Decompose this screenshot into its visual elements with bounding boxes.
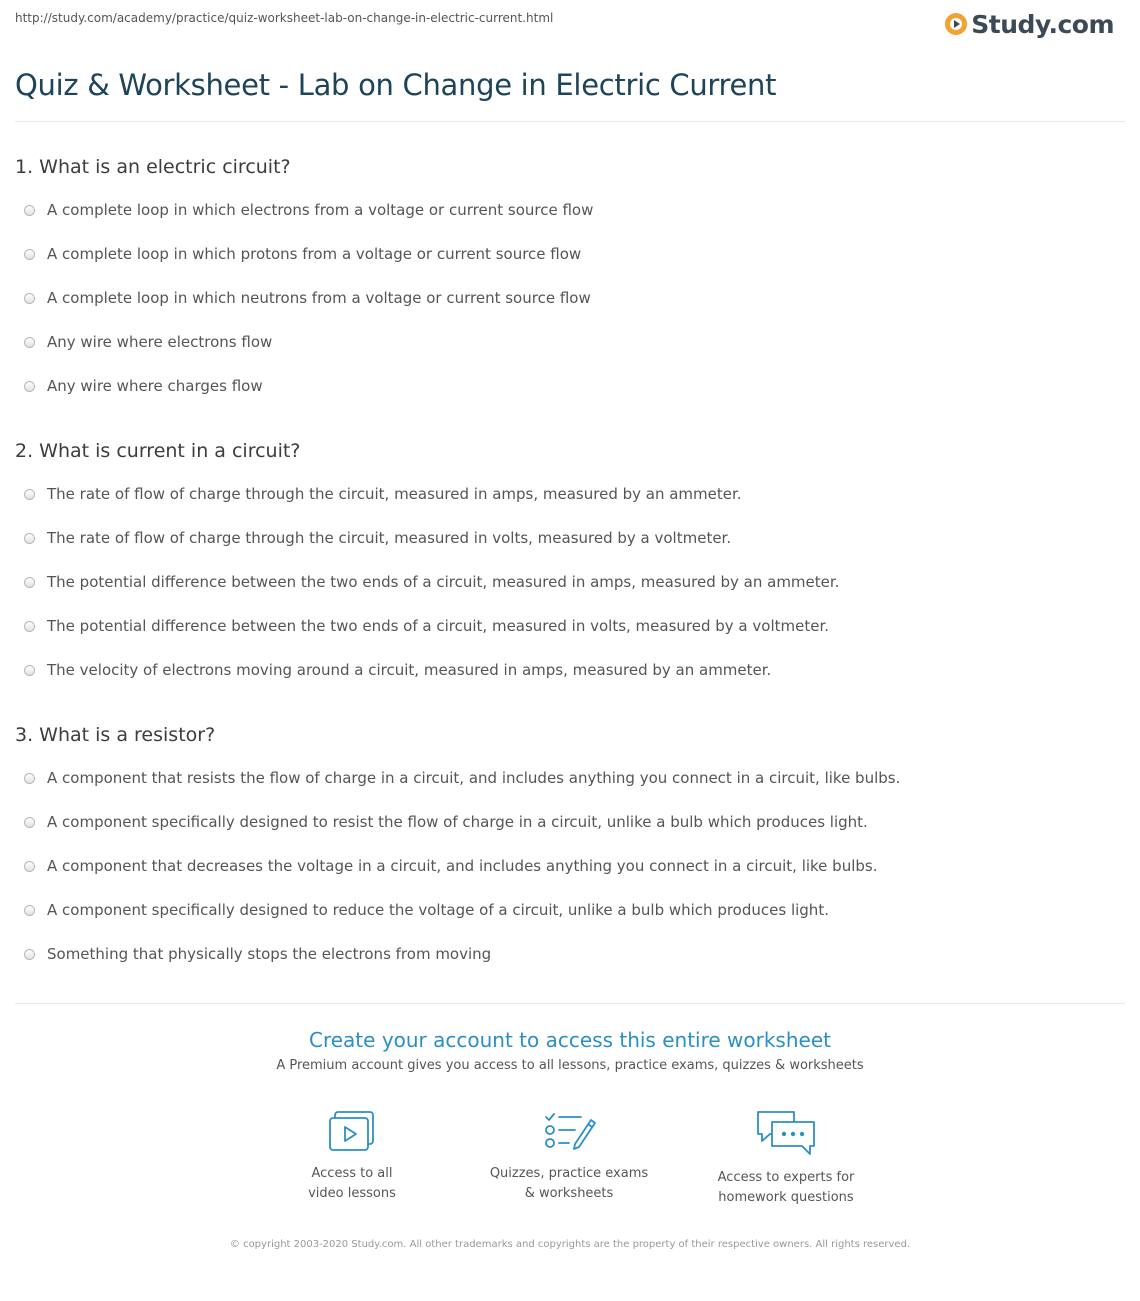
title-divider — [15, 121, 1125, 122]
study-logo[interactable] — [945, 6, 1114, 42]
feature-label: Quizzes, practice exams & worksheets — [489, 1166, 649, 1201]
feature-label: Access to experts for homework questions — [717, 1170, 855, 1205]
radio-button[interactable] — [24, 337, 35, 348]
answer-option[interactable] — [15, 560, 1125, 604]
feature-experts — [686, 1108, 886, 1208]
radio-button[interactable] — [24, 665, 35, 676]
create-account-link[interactable]: Create your account to access this entire worksheet — [309, 1028, 831, 1052]
answer-option[interactable] — [15, 188, 1125, 232]
logo-text: Study.com — [971, 9, 1114, 39]
answer-option[interactable] — [15, 888, 1125, 932]
radio-button[interactable] — [24, 773, 35, 784]
radio-button[interactable] — [24, 949, 35, 960]
answer-option[interactable] — [15, 648, 1125, 692]
quiz-checklist-icon — [541, 1108, 597, 1154]
answer-list — [15, 188, 1125, 408]
feature-quizzes — [469, 1108, 669, 1204]
question-3 — [15, 720, 1125, 976]
radio-button[interactable] — [24, 905, 35, 916]
radio-button[interactable] — [24, 381, 35, 392]
question-title: 3. What is a resistor? — [15, 724, 216, 746]
answer-text: The potential difference between the two ends of a circuit, measured in amps, measured by an ammeter. — [47, 573, 840, 591]
page-title: Quiz & Worksheet - Lab on Change in Electric Current — [15, 68, 777, 102]
radio-button[interactable] — [24, 533, 35, 544]
play-logo-icon — [945, 13, 967, 35]
answer-option[interactable] — [15, 932, 1125, 976]
answer-text: A component specifically designed to reduce the voltage of a circuit, unlike a bulb which produces light. — [47, 901, 829, 919]
answer-option[interactable] — [15, 276, 1125, 320]
feature-label: Access to all video lessons — [308, 1166, 396, 1201]
answer-option[interactable] — [15, 516, 1125, 560]
answer-text: The rate of flow of charge through the circuit, measured in amps, measured by an ammeter. — [47, 485, 742, 503]
answer-text: A complete loop in which electrons from a voltage or current source flow — [47, 201, 594, 219]
answer-option[interactable] — [15, 364, 1125, 408]
question-title: 2. What is current in a circuit? — [15, 440, 301, 462]
answer-text: A component that decreases the voltage in a circuit, and includes anything you connect in a circuit, like bulbs. — [47, 857, 878, 875]
answer-list — [15, 472, 1125, 692]
radio-button[interactable] — [24, 861, 35, 872]
video-lessons-icon — [326, 1108, 378, 1154]
radio-button[interactable] — [24, 817, 35, 828]
chat-bubbles-icon — [754, 1108, 818, 1158]
radio-button[interactable] — [24, 249, 35, 260]
radio-button[interactable] — [24, 205, 35, 216]
answer-text: Any wire where electrons flow — [47, 333, 273, 351]
radio-button[interactable] — [24, 577, 35, 588]
answer-text: A component specifically designed to resist the flow of charge in a circuit, unlike a bulb which produces light. — [47, 813, 868, 831]
answer-list — [15, 756, 1125, 976]
radio-button[interactable] — [24, 621, 35, 632]
page-url: http://study.com/academy/practice/quiz-worksheet-lab-on-change-in-electric-current.html — [15, 11, 554, 25]
answer-option[interactable] — [15, 800, 1125, 844]
question-2 — [15, 436, 1125, 692]
answer-text: A component that resists the flow of charge in a circuit, and includes anything you connect in a circuit, like bulbs. — [47, 769, 901, 787]
feature-video-lessons — [252, 1108, 452, 1204]
question-title: 1. What is an electric circuit? — [15, 156, 291, 178]
answer-option[interactable] — [15, 320, 1125, 364]
answer-option[interactable] — [15, 844, 1125, 888]
radio-button[interactable] — [24, 293, 35, 304]
radio-button[interactable] — [24, 489, 35, 500]
answer-option[interactable] — [15, 756, 1125, 800]
answer-text: Any wire where charges flow — [47, 377, 263, 395]
answer-text: A complete loop in which neutrons from a voltage or current source flow — [47, 289, 591, 307]
answer-option[interactable] — [15, 604, 1125, 648]
answer-option[interactable] — [15, 232, 1125, 276]
answer-text: The rate of flow of charge through the circuit, measured in volts, measured by a voltmeter. — [47, 529, 732, 547]
answer-text: The potential difference between the two ends of a circuit, measured in volts, measured by a voltmeter. — [47, 617, 830, 635]
answer-text: A complete loop in which protons from a voltage or current source flow — [47, 245, 582, 263]
section-divider — [15, 1003, 1125, 1004]
copyright-footer: © copyright 2003-2020 Study.com. All other trademarks and copyrights are the property of their respective owners. All rights reserved. — [229, 1239, 911, 1250]
premium-description: A Premium account gives you access to all lessons, practice exams, quizzes & worksheets — [276, 1058, 864, 1073]
question-1 — [15, 152, 1125, 408]
answer-text: The velocity of electrons moving around a circuit, measured in amps, measured by an ammeter. — [47, 661, 772, 679]
answer-option[interactable] — [15, 472, 1125, 516]
answer-text: Something that physically stops the electrons from moving — [47, 945, 492, 963]
